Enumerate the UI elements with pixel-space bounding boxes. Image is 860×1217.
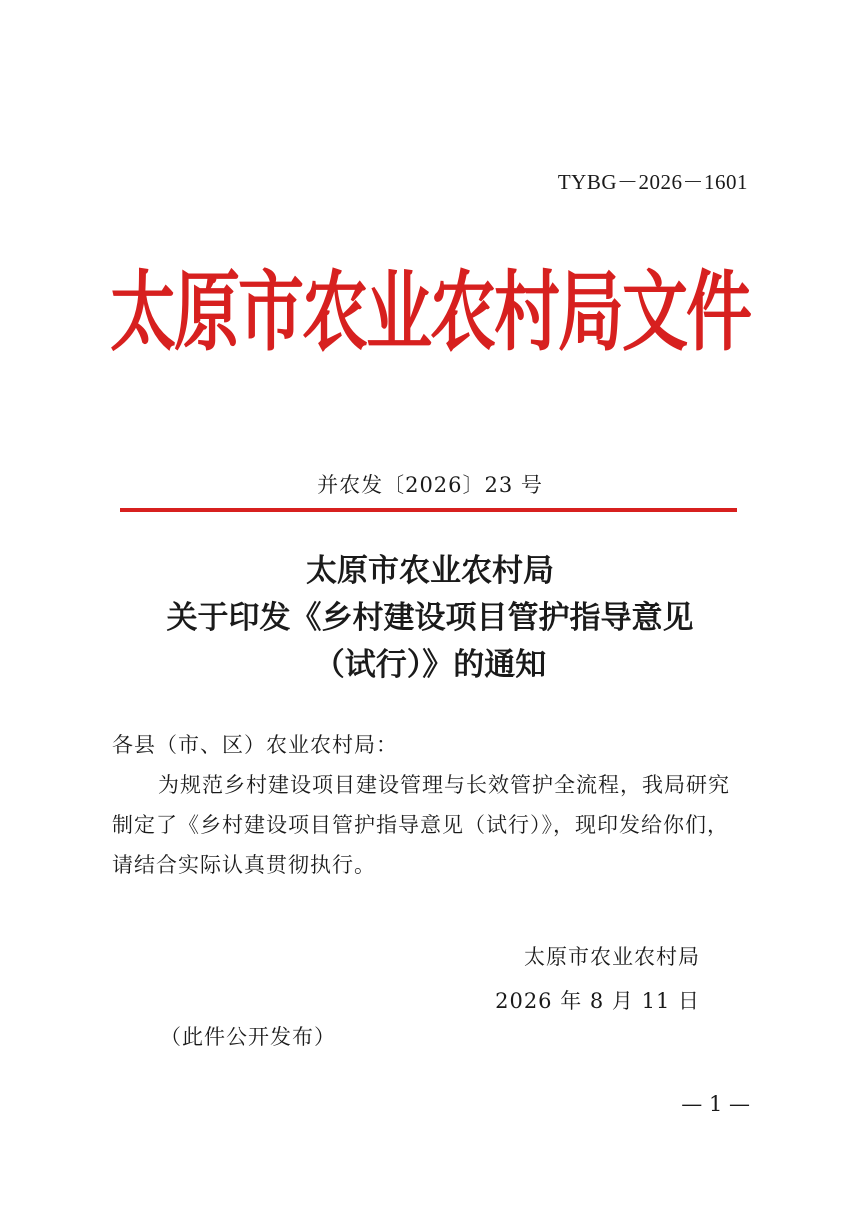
red-header — [0, 244, 860, 364]
document-number: 并农发〔2026〕23 号 — [317, 473, 543, 497]
red-header-text: 太原市农业农村局文件 — [110, 261, 750, 363]
title-line: 太原市农业农村局 — [306, 553, 554, 589]
document-body — [112, 725, 752, 885]
signature-block — [495, 935, 700, 1023]
body-paragraph — [112, 765, 752, 885]
body-line: 请结合实际认真贯彻执行。 — [112, 853, 376, 877]
body-line: 为规范乡村建设项目建设管理与长效管护全流程，我局研究 — [158, 773, 730, 797]
signature-date: 2026 年 8 月 11 日 — [495, 989, 700, 1013]
red-divider-line — [120, 508, 737, 512]
page-number: — 1 — — [681, 1092, 750, 1116]
document-title — [0, 548, 860, 689]
document-code: TYBG－2026－1601 — [557, 170, 748, 194]
title-line: （试行）》的通知 — [313, 647, 547, 683]
salutation: 各县（市、区）农业农村局： — [112, 733, 398, 757]
title-line: 关于印发《乡村建设项目管护指导意见 — [166, 600, 694, 636]
signature-org: 太原市农业农村局 — [524, 945, 700, 969]
body-line: 制定了《乡村建设项目管护指导意见（试行）》，现印发给你们， — [112, 813, 729, 837]
disclosure-note: （此件公开发布） — [160, 1025, 336, 1049]
